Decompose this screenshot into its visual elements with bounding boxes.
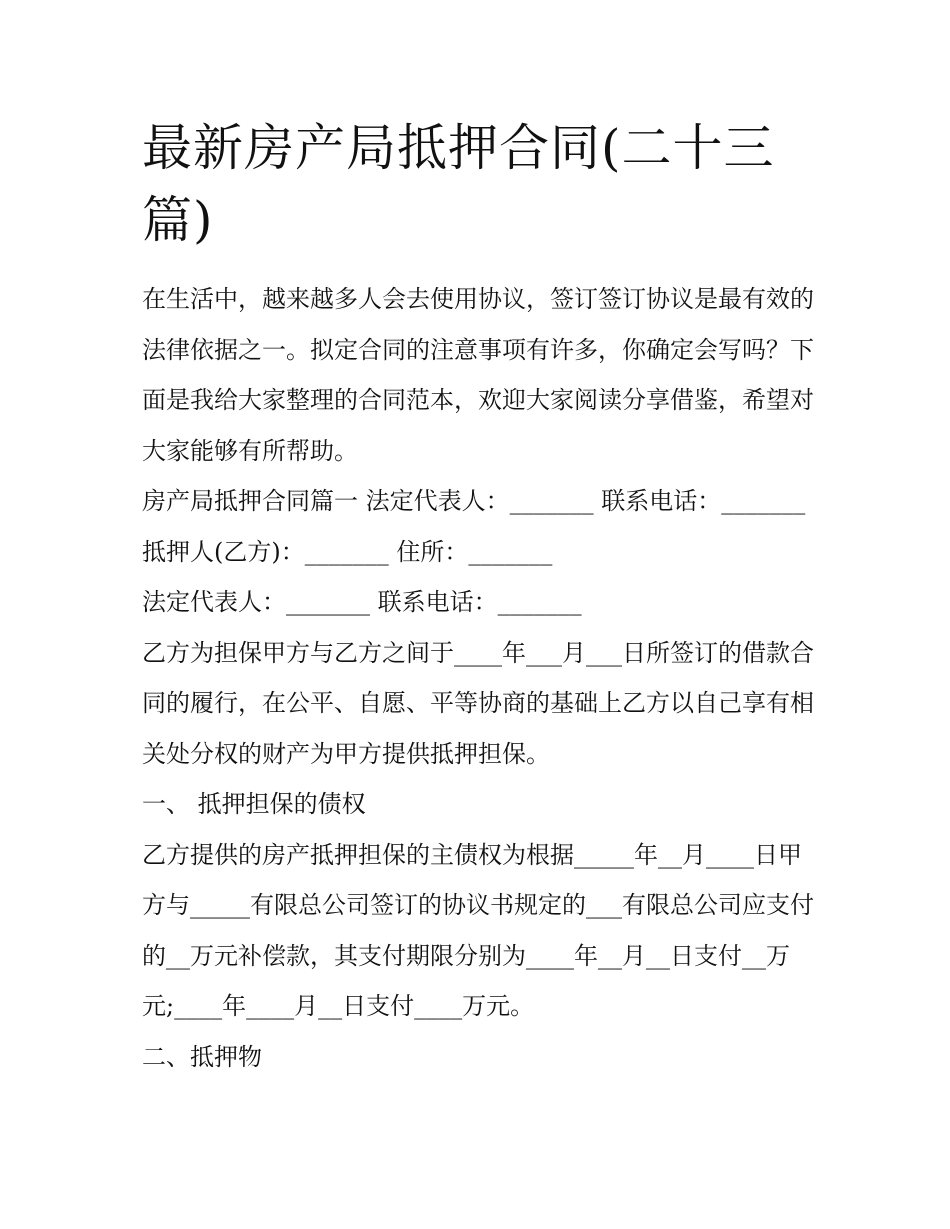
intro-paragraph: 在生活中，越来越多人会去使用协议，签订签订协议是最有效的法律依据之一。拟定合同的注意事项有许多，你确定会写吗？下面是我给大家整理的合同范本，欢迎大家阅读分享借鉴，希望对大家能够有所帮助。 <box>142 285 814 465</box>
document-page <box>142 112 822 1082</box>
section-heading-1: 一、 抵押担保的债权 <box>142 790 366 818</box>
purpose-paragraph: 乙方为担保甲方与乙方之间于____年___月___日所签订的借款合同的履行，在公平、自愿、平等协商的基础上乙方以自己享有相关处分权的财产为甲方提供抵押担保。 <box>142 638 814 768</box>
section-heading-2: 二、抵押物 <box>142 1042 262 1071</box>
legal-representative-paragraph: 法定代表人：_______ 联系电话：_______ <box>142 588 582 616</box>
contract-parties-paragraph: 房产局抵押合同篇一 法定代表人：_______ 联系电话：_______ 抵押人(乙方)：_______ 住所：_______ <box>142 487 806 566</box>
document-title: 最新房产局抵押合同(二十三篇) <box>142 119 775 249</box>
principal-claim-paragraph: 乙方提供的房产抵押担保的主债权为根据_____年__月____日甲方与_____有限总公司签订的协议书规定的___有限总公司应支付的__万元补偿款，其支付期限分别为____年__月__日支付__万元;____年____月__日支付____万元。 <box>142 840 814 1020</box>
